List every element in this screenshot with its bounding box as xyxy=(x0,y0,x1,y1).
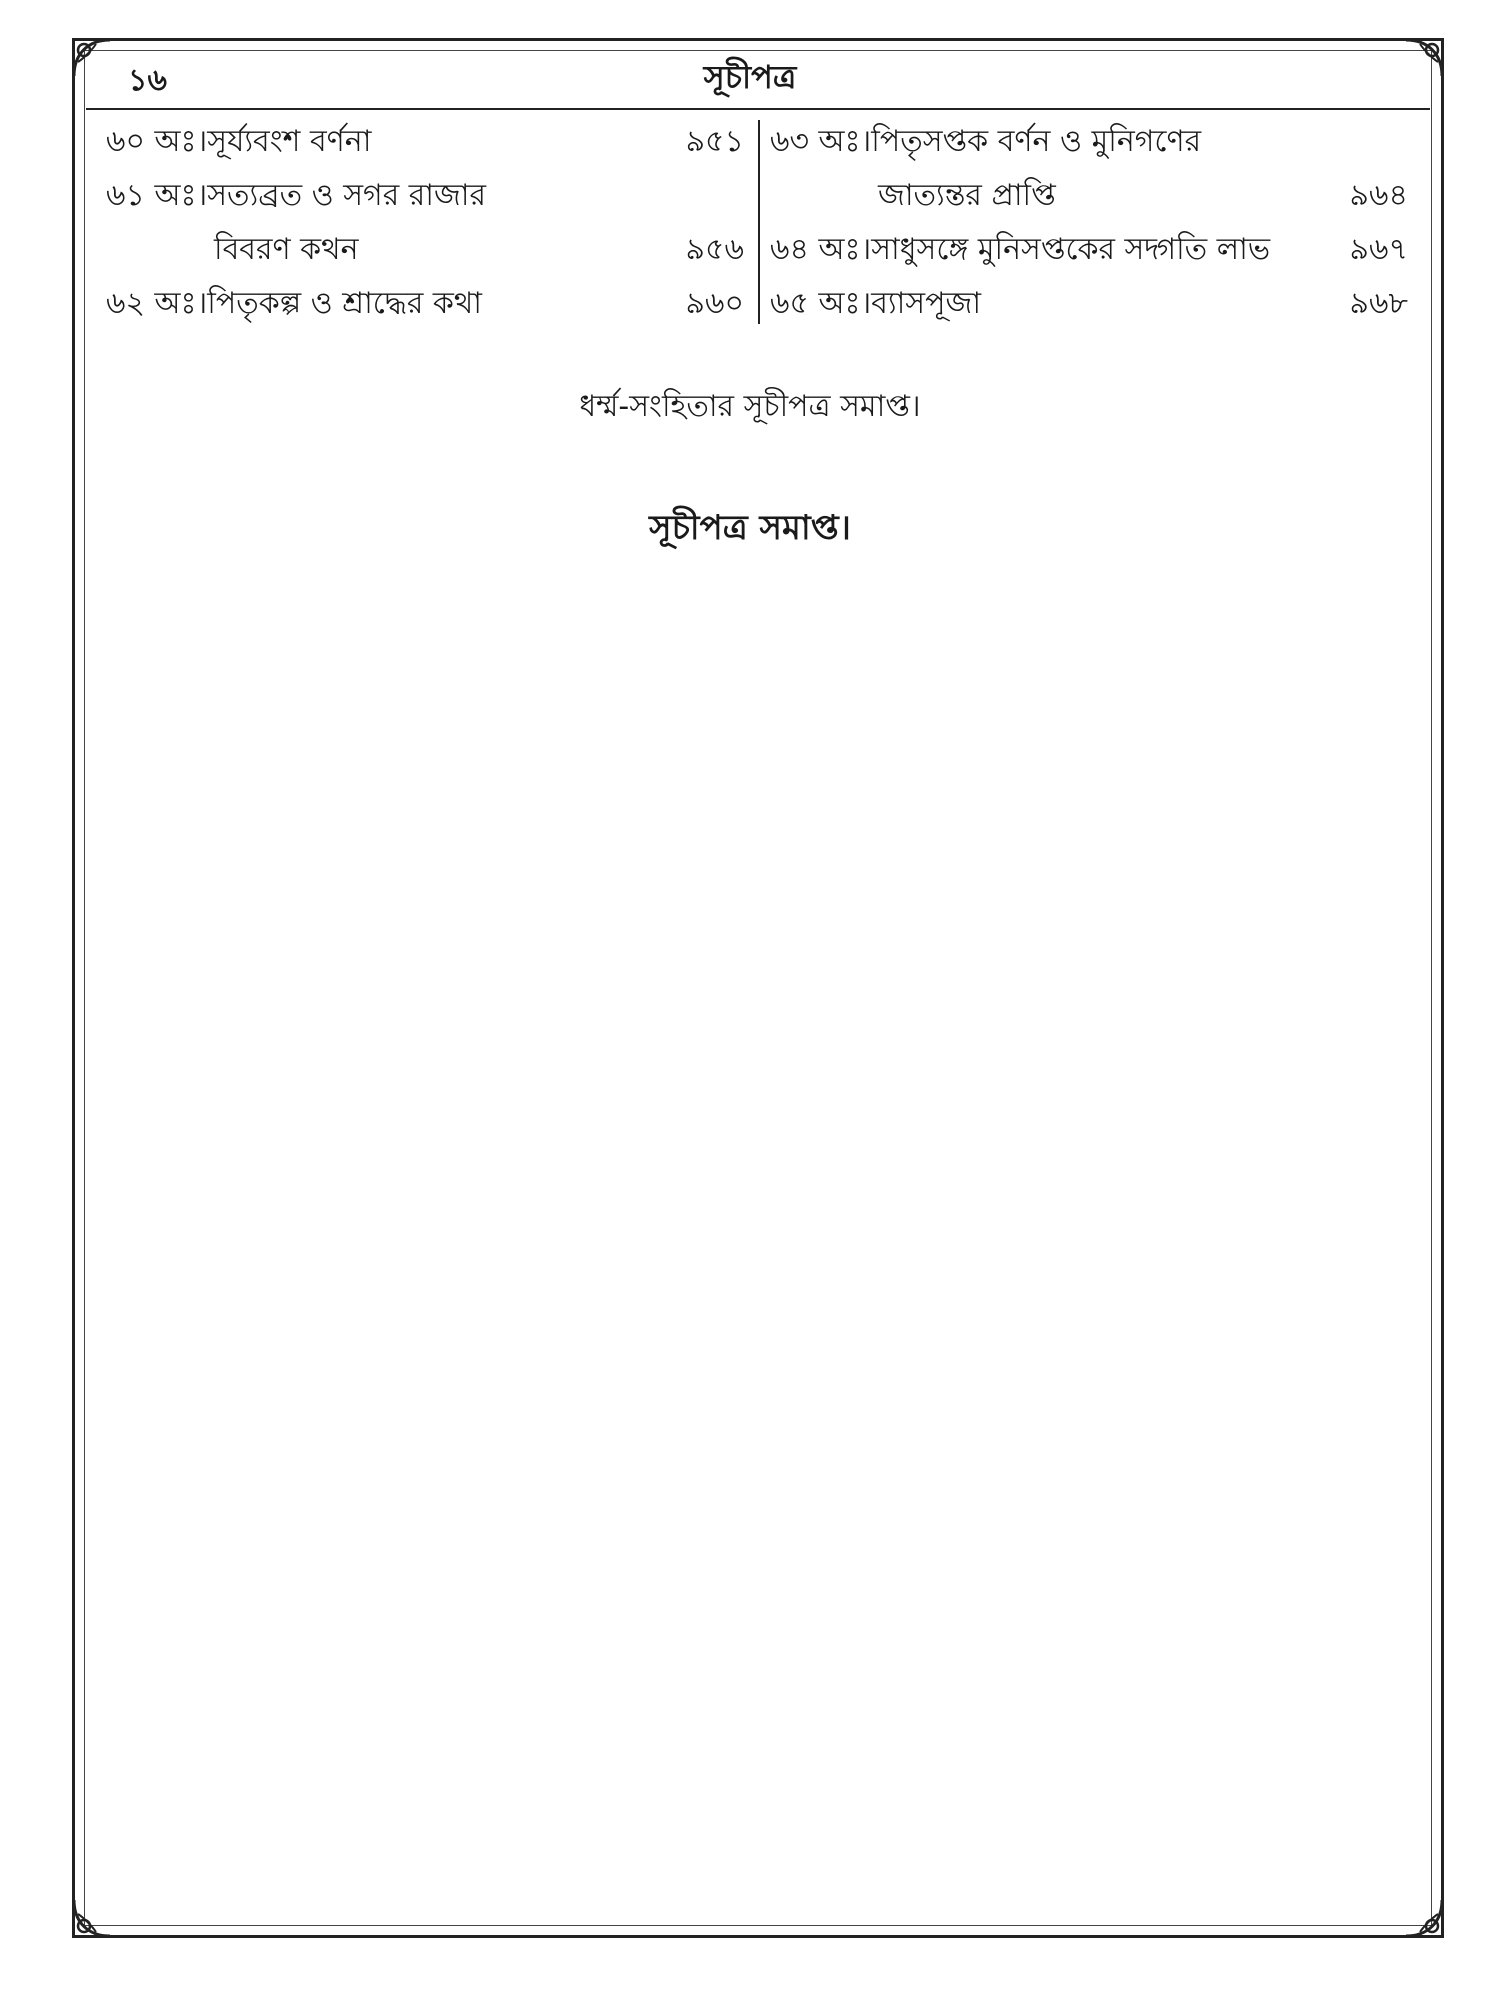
section-end-note: ধর্ম্ম-সংহিতার সূচীপত্র সমাপ্ত। xyxy=(579,389,921,424)
toc-page-number: ৯৬০ xyxy=(685,286,744,321)
toc-entry-chapter-62: ৬২ অঃ।পিতৃকল্প ও শ্রাদ্ধের কথা xyxy=(106,286,482,321)
corner-ornament-icon xyxy=(70,1894,116,1940)
toc-page-number: ৯৬৭ xyxy=(1349,232,1408,267)
page-border-inner xyxy=(84,50,1432,1926)
toc-entry-chapter-64: ৬৪ অঃ।সাধুসঙ্গে মুনিসপ্তকের সদ্গতি লাভ xyxy=(770,232,1271,267)
toc-entry-chapter-65: ৬৫ অঃ।ব্যাসপূজা xyxy=(770,286,982,321)
toc-page-number: ৯৫৬ xyxy=(685,232,744,267)
toc-page-number: ৯৬৮ xyxy=(1349,286,1408,321)
toc-entry-continuation: জাত্যন্তর প্রাপ্তি xyxy=(878,178,1056,213)
toc-entry-continuation: বিবরণ কথন xyxy=(214,232,359,267)
toc-entry-chapter-63: ৬৩ অঃ।পিতৃসপ্তক বর্ণন ও মুনিগণের xyxy=(770,124,1202,159)
corner-ornament-icon xyxy=(1400,1894,1446,1940)
toc-entry-chapter-60: ৬০ অঃ।সূর্য্যবংশ বর্ণনা xyxy=(106,124,372,159)
toc-page-number: ৯৬৪ xyxy=(1349,178,1408,213)
page-title: সূচীপত্র xyxy=(703,58,797,96)
column-divider xyxy=(758,120,760,324)
page-number: ১৬ xyxy=(128,63,167,98)
toc-entry-chapter-61: ৬১ অঃ।সত্যব্রত ও সগর রাজার xyxy=(106,178,487,213)
header-divider xyxy=(86,108,1430,110)
toc-end-note: সূচীপত্র সমাপ্ত। xyxy=(649,508,851,548)
toc-page-number: ৯৫১ xyxy=(685,124,744,159)
